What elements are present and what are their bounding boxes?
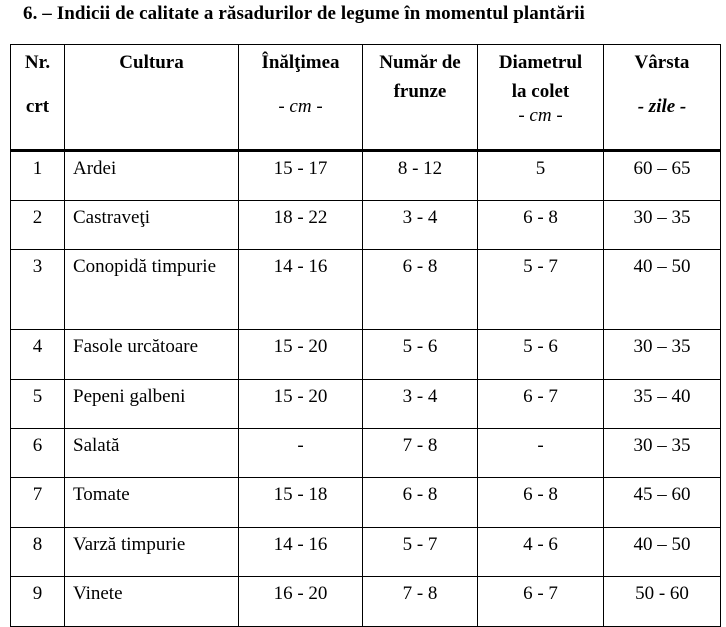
cell-diametrul: 6 - 7 (478, 577, 604, 627)
cell-cultura: Conopidă timpurie (65, 250, 239, 330)
cell-inaltimea: 16 - 20 (239, 577, 363, 627)
table-row (11, 330, 721, 380)
cell-diametrul: 6 - 8 (478, 201, 604, 250)
cell-cultura: Salată (65, 429, 239, 478)
cell-varsta: 35 – 40 (604, 380, 721, 429)
cell-cultura: Tomate (65, 478, 239, 528)
cell-nr: 9 (11, 577, 65, 627)
cell-frunze: 3 - 4 (363, 201, 478, 250)
cell-frunze: 3 - 4 (363, 380, 478, 429)
cell-inaltimea: 15 - 18 (239, 478, 363, 528)
cell-nr: 5 (11, 380, 65, 429)
cell-frunze: 7 - 8 (363, 429, 478, 478)
cell-inaltimea: 18 - 22 (239, 201, 363, 250)
cell-diametrul: - (478, 429, 604, 478)
cell-nr: 6 (11, 429, 65, 478)
cell-frunze: 6 - 8 (363, 478, 478, 528)
cell-nr: 8 (11, 528, 65, 577)
cell-cultura: Fasole urcătoare (65, 330, 239, 380)
table-row (11, 478, 721, 528)
cell-frunze: 5 - 6 (363, 330, 478, 380)
table-row (11, 250, 721, 330)
header-numar-frunze: Număr de frunze (363, 45, 478, 151)
table-row (11, 380, 721, 429)
table-row (11, 577, 721, 627)
cell-frunze: 5 - 7 (363, 528, 478, 577)
header-nr-crt: Nr. crt (11, 45, 65, 151)
seedling-quality-table (10, 44, 721, 627)
cell-diametrul: 5 (478, 151, 604, 201)
cell-cultura: Vinete (65, 577, 239, 627)
cell-varsta: 60 – 65 (604, 151, 721, 201)
header-inaltimea: Înălţimea - cm - (239, 45, 363, 151)
cell-varsta: 40 – 50 (604, 528, 721, 577)
cell-varsta: 45 – 60 (604, 478, 721, 528)
header-diametrul-colet: Diametrul la colet - cm - (478, 45, 604, 151)
cell-inaltimea: 15 - 17 (239, 151, 363, 201)
cell-cultura: Pepeni galbeni (65, 380, 239, 429)
cell-inaltimea: - (239, 429, 363, 478)
cell-frunze: 6 - 8 (363, 250, 478, 330)
cell-varsta: 50 - 60 (604, 577, 721, 627)
table-title: 6. – Indicii de calitate a răsadurilor de legume în momentul plantării (23, 3, 585, 24)
cell-diametrul: 6 - 7 (478, 380, 604, 429)
cell-diametrul: 4 - 6 (478, 528, 604, 577)
table-row (11, 429, 721, 478)
cell-cultura: Ardei (65, 151, 239, 201)
table-row (11, 528, 721, 577)
table-row (11, 151, 721, 201)
cell-frunze: 7 - 8 (363, 577, 478, 627)
cell-diametrul: 6 - 8 (478, 478, 604, 528)
cell-cultura: Varză timpurie (65, 528, 239, 577)
cell-inaltimea: 14 - 16 (239, 250, 363, 330)
cell-varsta: 30 – 35 (604, 330, 721, 380)
cell-diametrul: 5 - 6 (478, 330, 604, 380)
header-cultura: Cultura (65, 45, 239, 151)
cell-nr: 2 (11, 201, 65, 250)
table-row (11, 201, 721, 250)
cell-varsta: 40 – 50 (604, 250, 721, 330)
cell-inaltimea: 14 - 16 (239, 528, 363, 577)
cell-inaltimea: 15 - 20 (239, 380, 363, 429)
cell-nr: 4 (11, 330, 65, 380)
cell-inaltimea: 15 - 20 (239, 330, 363, 380)
cell-frunze: 8 - 12 (363, 151, 478, 201)
cell-diametrul: 5 - 7 (478, 250, 604, 330)
cell-cultura: Castraveţi (65, 201, 239, 250)
header-varsta: Vârsta - zile - (604, 45, 721, 151)
header-row (11, 45, 721, 151)
cell-nr: 7 (11, 478, 65, 528)
cell-varsta: 30 – 35 (604, 201, 721, 250)
cell-nr: 1 (11, 151, 65, 201)
cell-nr: 3 (11, 250, 65, 330)
cell-varsta: 30 – 35 (604, 429, 721, 478)
